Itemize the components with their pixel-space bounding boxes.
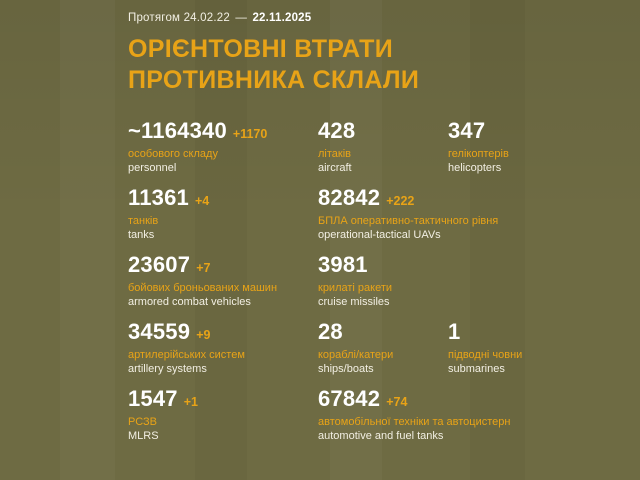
loss-item: [128, 119, 267, 174]
loss-number-line: [128, 119, 267, 143]
loss-delta: +1: [183, 395, 199, 409]
loss-item: [128, 320, 245, 375]
loss-delta: +74: [386, 395, 408, 409]
loss-number-line: [318, 119, 355, 143]
loss-item: [318, 253, 392, 308]
loss-delta: +7: [196, 261, 211, 275]
loss-value: ~1164340: [128, 118, 227, 143]
loss-label-en: automotive and fuel tanks: [318, 430, 444, 443]
loss-number-line: [318, 320, 393, 344]
loss-label-en: ships/boats: [318, 363, 374, 376]
loss-label-ua: автомобільної техніки та автоцистерн: [318, 416, 511, 429]
losses-list: [0, 119, 640, 454]
period-prefix: Протягом: [128, 12, 181, 24]
loss-label-en: MLRS: [128, 430, 159, 443]
loss-delta: +1170: [232, 127, 268, 141]
loss-value: 82842: [318, 185, 381, 210]
losses-row: [0, 253, 640, 320]
loss-label-ua: РСЗВ: [128, 416, 158, 429]
loss-label-en: tanks: [128, 229, 155, 242]
loss-number-line: [128, 253, 277, 277]
losses-row: [0, 320, 640, 387]
loss-value: 1547: [128, 386, 178, 411]
loss-label-en: artillery systems: [128, 363, 207, 376]
period-line: [128, 12, 640, 24]
loss-label-ua: особового складу: [128, 148, 218, 161]
loss-item: [448, 119, 509, 174]
period-date-start: 24.02.22: [183, 12, 230, 24]
loss-delta: +9: [196, 328, 211, 342]
loss-value: 11361: [128, 185, 189, 210]
loss-label-en: personnel: [128, 162, 177, 175]
loss-label-ua: артилерійських систем: [128, 349, 245, 362]
losses-row: [0, 186, 640, 253]
loss-value: 23607: [128, 252, 191, 277]
loss-value: 67842: [318, 386, 381, 411]
loss-label-en: armored combat vehicles: [128, 296, 251, 309]
loss-label-en: helicopters: [448, 162, 502, 175]
loss-number-line: [318, 253, 392, 277]
loss-value: 347: [448, 118, 486, 143]
loss-label-ua: бойових броньованих машин: [128, 282, 278, 295]
page-title: [128, 34, 640, 95]
loss-number-line: [128, 387, 198, 411]
loss-item: [318, 119, 355, 174]
loss-label-ua: БПЛА оперативно-тактичного рівня: [318, 215, 499, 228]
loss-value: 428: [318, 118, 356, 143]
loss-label-en: submarines: [448, 363, 505, 376]
loss-delta: +222: [386, 194, 415, 208]
loss-item: [318, 387, 510, 442]
period-dash: —: [235, 12, 248, 24]
page-title-line-1: ОРІЄНТОВНІ ВТРАТИ: [128, 35, 393, 63]
loss-value: 34559: [128, 319, 191, 344]
loss-value: 28: [318, 319, 343, 344]
loss-item: [128, 253, 277, 308]
loss-item: [448, 320, 522, 375]
loss-label-ua: підводні човни: [448, 349, 523, 362]
loss-item: [128, 186, 209, 241]
period-date-end: 22.11.2025: [252, 12, 312, 24]
loss-value: 1: [448, 319, 461, 344]
loss-item: [318, 320, 393, 375]
loss-delta: +4: [194, 194, 210, 208]
loss-label-en: aircraft: [318, 162, 352, 175]
loss-item: [318, 186, 498, 241]
loss-number-line: [448, 119, 509, 143]
loss-item: [128, 387, 198, 442]
loss-value: 3981: [318, 252, 368, 277]
loss-label-ua: танків: [128, 215, 159, 228]
loss-label-ua: кораблі/катери: [318, 349, 394, 362]
loss-label-en: operational-tactical UAVs: [318, 229, 441, 242]
content: [0, 12, 640, 454]
losses-row: [0, 119, 640, 186]
loss-number-line: [318, 387, 510, 411]
loss-number-line: [128, 320, 245, 344]
loss-number-line: [448, 320, 522, 344]
loss-number-line: [318, 186, 498, 210]
loss-label-ua: літаків: [318, 148, 351, 161]
loss-label-en: cruise missiles: [318, 296, 390, 309]
loss-label-ua: крилаті ракети: [318, 282, 393, 295]
losses-row: [0, 387, 640, 454]
loss-label-ua: гелікоптерів: [448, 148, 509, 161]
page-title-line-2: ПРОТИВНИКА СКЛАЛИ: [128, 65, 420, 94]
loss-number-line: [128, 186, 209, 210]
